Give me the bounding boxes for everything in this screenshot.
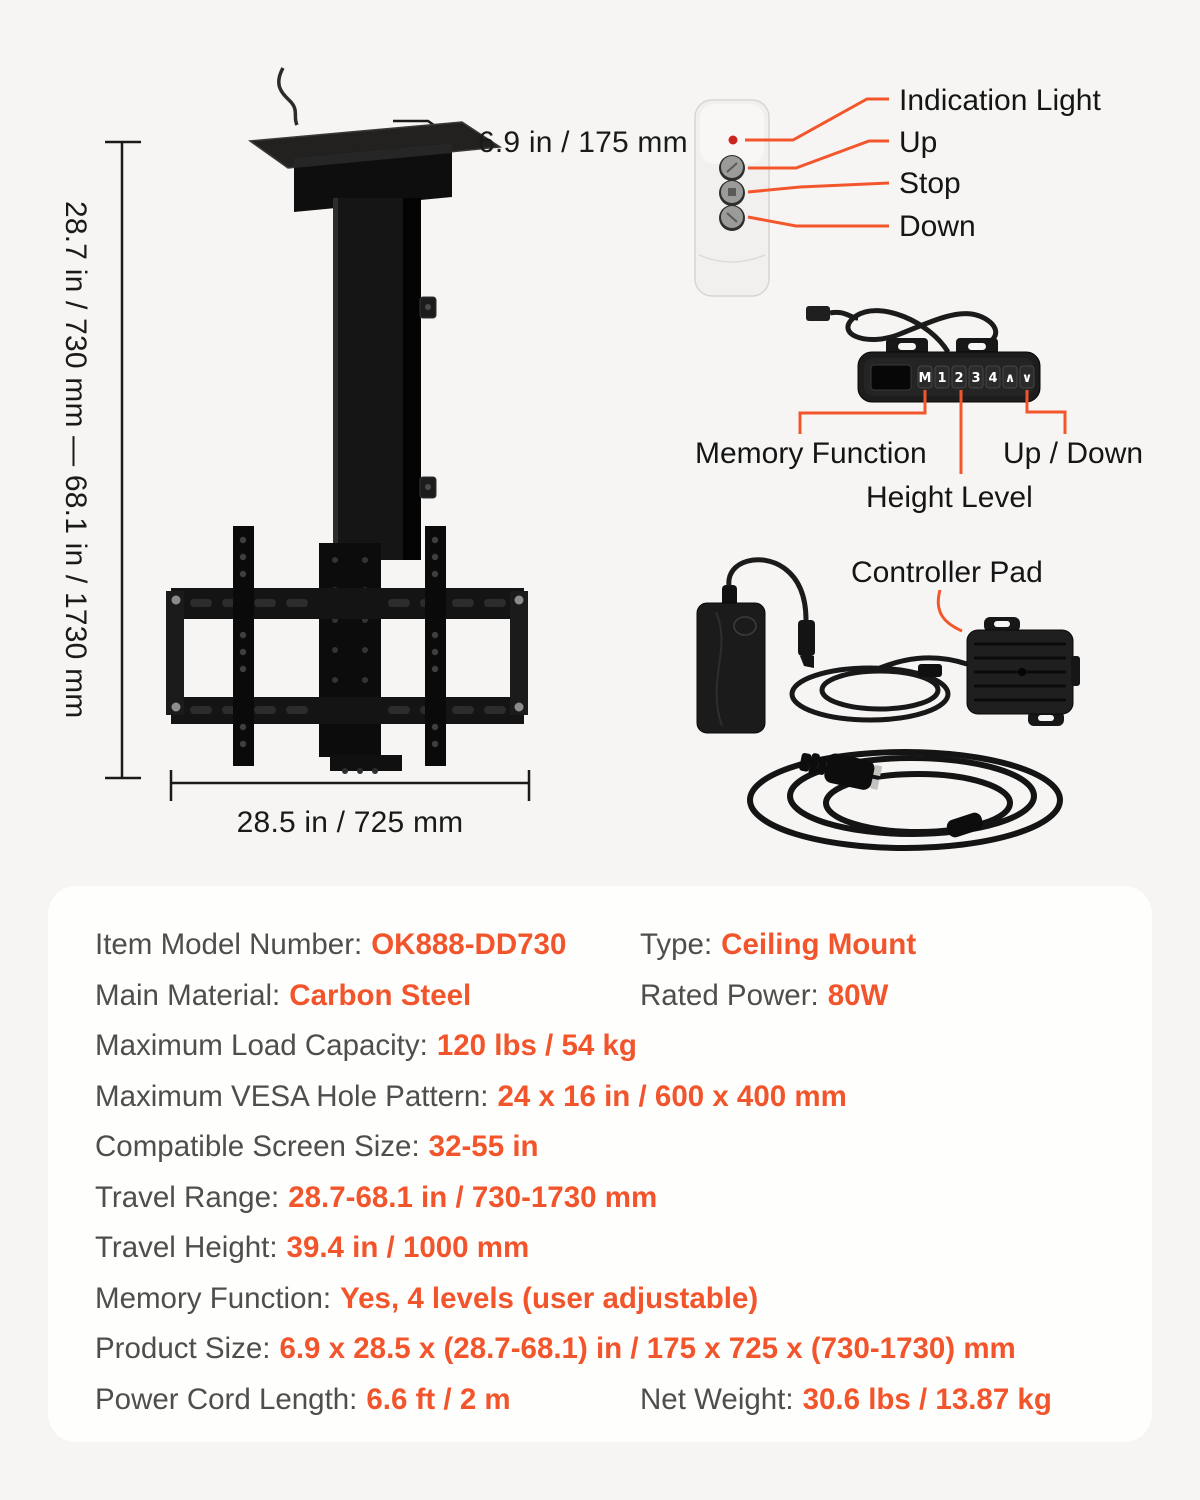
power-adapter-illustration (697, 560, 815, 733)
spec-row-vesa (95, 1072, 1152, 1123)
spec-row-cord-weight (95, 1375, 1152, 1426)
spec-label: Power Cord Length: (95, 1382, 358, 1416)
spec-label: Travel Height: (95, 1231, 278, 1264)
spec-label: Net Weight: (640, 1382, 794, 1416)
spec-label: Type: (640, 928, 713, 961)
remote-stop-button (719, 180, 745, 206)
height-level-label: Height Level (866, 481, 1033, 514)
bottom-width-dimension-label: 28.5 in / 725 mm (236, 806, 464, 839)
spec-row-load-capacity (95, 1021, 1152, 1072)
spec-value: 24 x 16 in / 600 x 400 mm (497, 1079, 847, 1113)
spec-value: 39.4 in / 1000 mm (286, 1231, 530, 1264)
spec-value: 32-55 in (428, 1130, 539, 1163)
spec-label: Compatible Screen Size: (95, 1130, 420, 1163)
controller-pad-callout-line (938, 590, 962, 631)
indication-light (729, 136, 738, 145)
spec-box (48, 886, 1152, 1442)
spec-value: 120 lbs / 54 kg (436, 1029, 637, 1062)
controller-pad-box-illustration (792, 617, 1080, 726)
spec-row-memory (95, 1274, 1152, 1325)
mount-cable (279, 68, 297, 125)
spec-label: Item Model Number: (95, 928, 363, 961)
tv-mount-illustration (166, 68, 528, 774)
cord-connector (945, 811, 985, 839)
spec-value: 28.7-68.1 in / 730-1730 mm (288, 1180, 658, 1214)
spec-label: Maximum VESA Hole Pattern: (95, 1079, 489, 1113)
spec-row-screen-size (95, 1122, 1152, 1173)
spec-label: Product Size: (95, 1332, 271, 1365)
down-label: Down (899, 210, 976, 243)
remote-up-button (719, 155, 745, 181)
spec-label: Travel Range: (95, 1180, 280, 1214)
spec-row-travel-height (95, 1223, 1152, 1274)
up-key: ∧ (1004, 371, 1016, 386)
level1-key: 1 (937, 371, 947, 386)
down-key: ∨ (1021, 371, 1033, 386)
level2-key: 2 (954, 371, 964, 386)
controller-pad-label: Controller Pad (851, 556, 1043, 589)
stop-label: Stop (899, 167, 961, 200)
height-range-dimension-label: 28.7 in / 730 mm — 68.1 in / 1730 mm (59, 201, 92, 719)
spec-row-material-power (95, 971, 1152, 1022)
controller-keys (918, 366, 1034, 388)
remote-down-button (719, 205, 745, 231)
spec-row-model-type (95, 920, 1152, 971)
spec-value: 6.6 ft / 2 m (366, 1382, 511, 1416)
spec-row-travel-range (95, 1173, 1152, 1224)
spec-label: Maximum Load Capacity: (95, 1029, 428, 1062)
controller-pad-illustration (806, 306, 1040, 402)
spec-value: 6.9 x 28.5 x (28.7-68.1) in / 175 x 725 x (730-1730) mm (279, 1332, 1016, 1365)
indication-light-label: Indication Light (899, 84, 1101, 117)
level3-key: 3 (971, 371, 981, 386)
spec-label: Rated Power: (640, 978, 819, 1012)
power-cord-illustration (750, 747, 1060, 848)
spec-label: Memory Function: (95, 1281, 332, 1315)
level4-key: 4 (988, 371, 998, 386)
memory-function-label: Memory Function (695, 437, 927, 470)
spec-value: 80W (827, 978, 889, 1012)
memory-key: M (918, 371, 932, 386)
spec-label: Main Material: (95, 978, 281, 1012)
spec-value: Carbon Steel (289, 978, 472, 1012)
spec-row-product-size (95, 1324, 1152, 1375)
spec-value: 30.6 lbs / 13.87 kg (802, 1382, 1052, 1416)
spec-value: Yes, 4 levels (user adjustable) (340, 1281, 759, 1315)
up-label: Up (899, 126, 938, 159)
controller-display (871, 365, 911, 390)
up-down-label: Up / Down (1003, 437, 1144, 470)
spec-value: Ceiling Mount (721, 928, 917, 961)
remote-illustration (695, 100, 769, 296)
spec-value: OK888-DD730 (371, 928, 567, 961)
top-width-dimension-label: 6.9 in / 175 mm (478, 126, 688, 159)
